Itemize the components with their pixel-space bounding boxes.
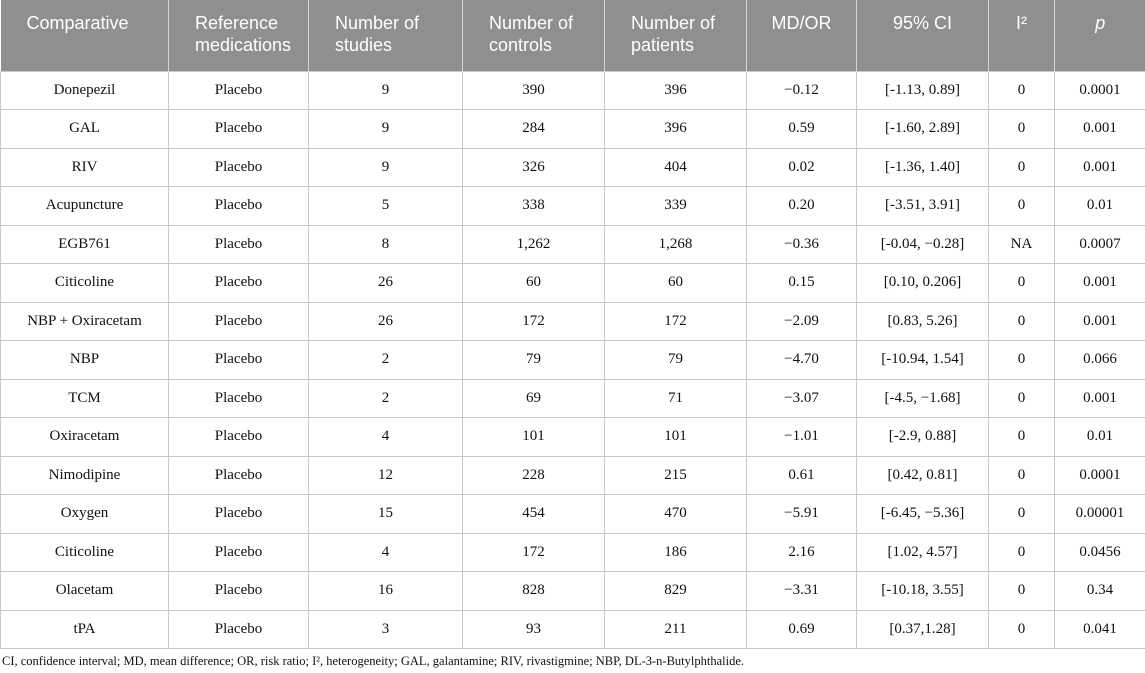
cell-comparative: Nimodipine [1, 456, 169, 495]
cell-patients: 211 [605, 610, 747, 649]
cell-studies: 9 [309, 71, 463, 110]
cell-md-or: 0.69 [747, 610, 857, 649]
cell-p: 0.34 [1055, 572, 1145, 611]
cell-md-or: −3.07 [747, 379, 857, 418]
cell-md-or: 0.59 [747, 110, 857, 149]
cell-comparative: Oxiracetam [1, 418, 169, 457]
cell-ci: [-4.5, −1.68] [857, 379, 989, 418]
cell-patients: 339 [605, 187, 747, 226]
cell-studies: 9 [309, 148, 463, 187]
cell-md-or: −1.01 [747, 418, 857, 457]
cell-i2: 0 [989, 187, 1055, 226]
cell-patients: 829 [605, 572, 747, 611]
cell-ci: [0.83, 5.26] [857, 302, 989, 341]
cell-studies: 4 [309, 418, 463, 457]
cell-ci: [0.10, 0.206] [857, 264, 989, 303]
header-comparative: Comparative [26, 13, 129, 33]
cell-controls: 284 [463, 110, 605, 149]
table-row [1, 187, 1145, 226]
cell-p: 0.001 [1055, 302, 1145, 341]
cell-patients: 60 [605, 264, 747, 303]
cell-md-or: −2.09 [747, 302, 857, 341]
cell-i2: NA [989, 225, 1055, 264]
cell-controls: 101 [463, 418, 605, 457]
cell-controls: 454 [463, 495, 605, 534]
cell-patients: 396 [605, 110, 747, 149]
cell-ci: [-10.18, 3.55] [857, 572, 989, 611]
cell-patients: 71 [605, 379, 747, 418]
cell-ci: [0.42, 0.81] [857, 456, 989, 495]
header-i2: I² [989, 0, 1055, 71]
cell-comparative: EGB761 [1, 225, 169, 264]
cell-studies: 8 [309, 225, 463, 264]
cell-studies: 26 [309, 302, 463, 341]
table-row [1, 302, 1145, 341]
cell-p: 0.001 [1055, 110, 1145, 149]
cell-ci: [-1.13, 0.89] [857, 71, 989, 110]
cell-p: 0.066 [1055, 341, 1145, 380]
cell-controls: 69 [463, 379, 605, 418]
cell-controls: 60 [463, 264, 605, 303]
cell-patients: 404 [605, 148, 747, 187]
cell-reference: Placebo [169, 379, 309, 418]
header-number-of-controls: Number of controls [463, 0, 605, 71]
cell-comparative: Donepezil [1, 71, 169, 110]
cell-md-or: −0.36 [747, 225, 857, 264]
cell-i2: 0 [989, 110, 1055, 149]
table-row [1, 610, 1145, 649]
table-row [1, 264, 1145, 303]
cell-controls: 228 [463, 456, 605, 495]
table-row [1, 379, 1145, 418]
cell-controls: 172 [463, 533, 605, 572]
cell-studies: 3 [309, 610, 463, 649]
cell-patients: 215 [605, 456, 747, 495]
table-row [1, 148, 1145, 187]
cell-patients: 79 [605, 341, 747, 380]
table-row [1, 341, 1145, 380]
cell-studies: 5 [309, 187, 463, 226]
cell-md-or: 0.61 [747, 456, 857, 495]
cell-comparative: Oxygen [1, 495, 169, 534]
header-95-ci: 95% CI [857, 0, 989, 71]
cell-controls: 172 [463, 302, 605, 341]
cell-p: 0.00001 [1055, 495, 1145, 534]
cell-studies: 2 [309, 341, 463, 380]
cell-p: 0.0456 [1055, 533, 1145, 572]
cell-ci: [-6.45, −5.36] [857, 495, 989, 534]
cell-reference: Placebo [169, 456, 309, 495]
cell-i2: 0 [989, 341, 1055, 380]
cell-patients: 396 [605, 71, 747, 110]
cell-reference: Placebo [169, 572, 309, 611]
cell-i2: 0 [989, 610, 1055, 649]
cell-ci: [-10.94, 1.54] [857, 341, 989, 380]
cell-studies: 16 [309, 572, 463, 611]
header-row [1, 0, 1145, 71]
cell-i2: 0 [989, 418, 1055, 457]
cell-comparative: TCM [1, 379, 169, 418]
cell-p: 0.0001 [1055, 456, 1145, 495]
cell-reference: Placebo [169, 187, 309, 226]
cell-controls: 390 [463, 71, 605, 110]
cell-studies: 9 [309, 110, 463, 149]
cell-md-or: −5.91 [747, 495, 857, 534]
table-row [1, 495, 1145, 534]
table-row [1, 71, 1145, 110]
cell-comparative: Citicoline [1, 533, 169, 572]
cell-reference: Placebo [169, 225, 309, 264]
cell-patients: 1,268 [605, 225, 747, 264]
table-row [1, 572, 1145, 611]
cell-patients: 101 [605, 418, 747, 457]
table-row [1, 225, 1145, 264]
cell-comparative: Citicoline [1, 264, 169, 303]
cell-studies: 2 [309, 379, 463, 418]
cell-comparative: GAL [1, 110, 169, 149]
cell-comparative: NBP + Oxiracetam [1, 302, 169, 341]
cell-md-or: 2.16 [747, 533, 857, 572]
table-row [1, 110, 1145, 149]
cell-comparative: Acupuncture [1, 187, 169, 226]
cell-patients: 470 [605, 495, 747, 534]
cell-reference: Placebo [169, 148, 309, 187]
cell-comparative: tPA [1, 610, 169, 649]
cell-controls: 828 [463, 572, 605, 611]
cell-controls: 1,262 [463, 225, 605, 264]
cell-p: 0.0007 [1055, 225, 1145, 264]
cell-p: 0.041 [1055, 610, 1145, 649]
cell-ci: [1.02, 4.57] [857, 533, 989, 572]
cell-controls: 338 [463, 187, 605, 226]
cell-i2: 0 [989, 572, 1055, 611]
cell-reference: Placebo [169, 533, 309, 572]
cell-controls: 79 [463, 341, 605, 380]
cell-studies: 26 [309, 264, 463, 303]
table-row [1, 418, 1145, 457]
cell-ci: [-1.36, 1.40] [857, 148, 989, 187]
cell-i2: 0 [989, 495, 1055, 534]
cell-ci: [0.37,1.28] [857, 610, 989, 649]
cell-reference: Placebo [169, 71, 309, 110]
table-row [1, 456, 1145, 495]
cell-studies: 12 [309, 456, 463, 495]
cell-md-or: 0.20 [747, 187, 857, 226]
cell-reference: Placebo [169, 418, 309, 457]
cell-i2: 0 [989, 264, 1055, 303]
cell-patients: 172 [605, 302, 747, 341]
cell-reference: Placebo [169, 264, 309, 303]
header-p: p [1055, 0, 1145, 71]
cell-i2: 0 [989, 533, 1055, 572]
cell-md-or: −4.70 [747, 341, 857, 380]
cell-comparative: Olacetam [1, 572, 169, 611]
cell-md-or: −0.12 [747, 71, 857, 110]
cell-p: 0.001 [1055, 264, 1145, 303]
cell-reference: Placebo [169, 110, 309, 149]
header-number-of-studies: Number of studies [309, 0, 463, 71]
cell-md-or: 0.15 [747, 264, 857, 303]
cell-ci: [-0.04, −0.28] [857, 225, 989, 264]
cell-comparative: RIV [1, 148, 169, 187]
cell-i2: 0 [989, 302, 1055, 341]
cell-studies: 4 [309, 533, 463, 572]
cell-reference: Placebo [169, 341, 309, 380]
cell-controls: 326 [463, 148, 605, 187]
cell-p: 0.01 [1055, 418, 1145, 457]
cell-ci: [-3.51, 3.91] [857, 187, 989, 226]
header-md-or: MD/OR [747, 0, 857, 71]
header-number-of-patients: Number of patients [605, 0, 747, 71]
cell-studies: 15 [309, 495, 463, 534]
cell-reference: Placebo [169, 495, 309, 534]
cell-reference: Placebo [169, 610, 309, 649]
table-footnote: CI, confidence interval; MD, mean difference; OR, risk ratio; I², heterogeneity; GAL, galantamine; RIV, rivastigmine; NBP, DL-3-n-Butylphthalide. [2, 654, 744, 668]
cell-p: 0.001 [1055, 148, 1145, 187]
cell-controls: 93 [463, 610, 605, 649]
cell-i2: 0 [989, 456, 1055, 495]
cell-ci: [-2.9, 0.88] [857, 418, 989, 457]
cell-i2: 0 [989, 148, 1055, 187]
cell-md-or: 0.02 [747, 148, 857, 187]
cell-i2: 0 [989, 71, 1055, 110]
cell-patients: 186 [605, 533, 747, 572]
table-row [1, 533, 1145, 572]
cell-comparative: NBP [1, 341, 169, 380]
cell-ci: [-1.60, 2.89] [857, 110, 989, 149]
cell-md-or: −3.31 [747, 572, 857, 611]
cell-i2: 0 [989, 379, 1055, 418]
cell-p: 0.0001 [1055, 71, 1145, 110]
cell-p: 0.01 [1055, 187, 1145, 226]
header-reference-medications: Reference medications [169, 0, 309, 71]
cell-reference: Placebo [169, 302, 309, 341]
cell-p: 0.001 [1055, 379, 1145, 418]
